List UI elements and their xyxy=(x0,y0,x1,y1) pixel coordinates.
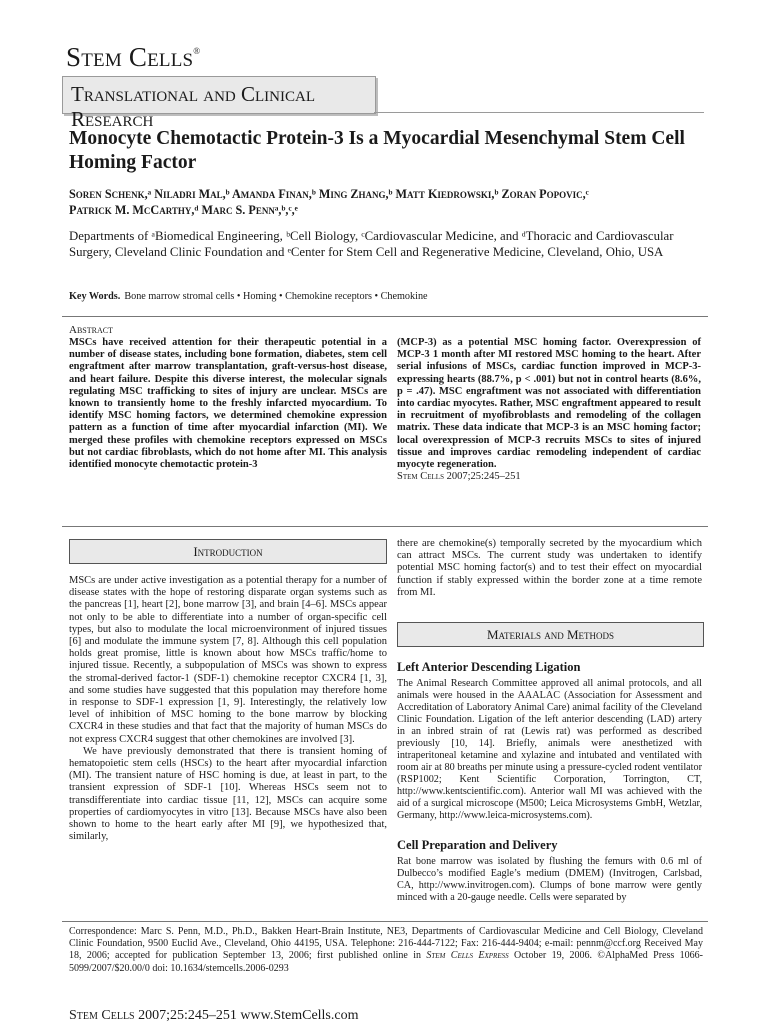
authors-line-2: Patrick M. McCarthy,ᵈ Marc S. Pennᵃ,ᵇ,ᶜ,ᵉ xyxy=(69,203,298,217)
methods-heading: Materials and Methods xyxy=(397,622,704,647)
lad-body: The Animal Research Committee approved all animal protocols, and all animals were housed in the AAALAC (Association for Assessment and Accreditation of Laboratory Animal Care) animal facility of the Cleveland Clinic Foundation. Ligation of the left anterior descending (LAD) artery in an inbred strain of rat (Lewis rat) was performed as described previously [10, 14]. Briefly, animals were anesthetized with intraperitoneal ketamine and xylazine and intubated and ventilated with room air at 80 breaths per minute using a pressure-cycled rodent ventilator (RSP1002; Kent Scientific Corporation, Torrington, CT, http://www.kentscientific.com). Anterior wall MI was achieved with the aid of a surgical microscope (M500; Leica Microsystems GmbH, Wetzlar, Germany, http://www.leica-microsystems.com). xyxy=(397,678,702,821)
journal-name: Stem Cells® xyxy=(66,42,201,72)
correspondence-footnote: Correspondence: Marc S. Penn, M.D., Ph.D., Bakken Heart-Brain Institute, NE3, Departments of Cardiovascular Medicine and Cell Biology, Cleveland Clinic Foundation, 9500 Euclid Ave., Cleveland, Ohio 44195, USA. Telephone: 216-444-7122; Fax: 216-444-9404; e-mail: pennm@ccf.org Received May 18, 2006; accepted for publication September 13, 2006; first published online in Stem Cells Express October 19, 2006. ©AlphaMed Press 1066-5099/2007/$20.00/0 doi: 10.1634/stemcells.2006-0293 xyxy=(69,926,703,974)
introduction-body xyxy=(69,575,387,843)
stem-cells-express: Stem Cells Express xyxy=(426,950,509,962)
keywords-list: Bone marrow stromal cells • Homing • Chemokine receptors • Chemokine xyxy=(124,291,428,302)
abstract-rule-bottom xyxy=(62,526,708,527)
footnote-rule xyxy=(62,921,708,922)
keywords-label: Key Words. xyxy=(69,291,121,302)
affiliations: Departments of ᵃBiomedical Engineering, ᵇCell Biology, ᶜCardiovascular Medicine, and ᵈThoracic and Cardiovascular Surgery, Cleveland Clinic Foundation and ᵉCenter for Stem Cell and Regenerative Medicine, Cleveland, Ohio, USA xyxy=(69,229,674,259)
intro-paragraph-1: MSCs are under active investigation as a potential therapy for a number of disease states with the hope of restoring disparate organ systems such as the pancreas [1], heart [2], bone marrow [3], and brain [4–6]. MSCs appear not only to be able to differentiate into a number of organ-specific cell types, but also to modulate the local microenvironment of injured tissues [6] and modulate the immune system [7, 8]. Although this cell population holds great promise, little is known about how MSCs traffic/home to injured tissue. Recently, a subpopulation of MSCs was shown to express the stromal-derived factor-1 (SDF-1) chemokine receptor CXCR4 [1, 3], and some studies have suggested that this population may therefore home in response to SDF-1 expression [1, 9]. Interestingly, the relatively low level of inhibition of MSC homing to the bone marrow by blocking CXCR4 in these studies and that fact that the majority of human MSCs do not express CXCR4 suggest that other chemokines are involved [3]. xyxy=(69,575,387,745)
section-rule xyxy=(374,112,704,113)
keywords xyxy=(69,290,709,303)
section-band xyxy=(62,76,376,131)
footer-citation: 2007;25:245–251 www.StemCells.com xyxy=(134,1008,359,1023)
abstract-right-text: (MCP-3) as a potential MSC homing factor. Overexpression of MCP-3 1 month after MI restored MSC homing to the heart. After serial infusions of MSCs, cardiac function improved in MCP-3-expressing hearts (88.7%, p < .001) but not in control hearts (8.6%, p = .47). MSC engraftment was not associated with differentiation into cardiac myocytes. Rather, MSC engraftment appeared to result in recruitment of myofibroblasts and remodeling of the collagen matrix. These data indicate that MCP-3 is an MSC homing factor; local overexpression of MCP-3 recruits MSCs to sites of injured tissue and improves cardiac remodeling independent of cardiac myocyte regeneration. xyxy=(397,337,701,471)
intro-continued: there are chemokine(s) temporally secreted by the myocardium which can attract MSCs. The current study was undertaken to identify potential MSC homing factor(s) and to test their effect on myocardial function if stably expressed within the border zone at a time remote from MI. xyxy=(397,538,702,598)
introduction-heading: Introduction xyxy=(69,539,387,564)
page-footer xyxy=(69,1008,359,1024)
lad-subheading: Left Anterior Descending Ligation xyxy=(397,660,581,674)
footer-journal: Stem Cells xyxy=(69,1008,135,1023)
cell-prep-subheading: Cell Preparation and Delivery xyxy=(397,838,558,852)
article-title: Monocyte Chemotactic Protein-3 Is a Myocardial Mesenchymal Stem Cell Homing Factor xyxy=(69,128,685,173)
intro-paragraph-2: We have previously demonstrated that there is transient homing of hematopoietic stem cells (HSCs) to the heart after myocardial infarction (MI). The transient nature of HSC homing is due, at least in part, to the transient expression of SDF-1 [10]. Whereas HSCs seem not to transdifferentiate into cardiac tissue [11, 12], MSCs can acquire some properties of cardiomyocytes in vitro [13]. Because MSCs have also been shown to home to the heart early after MI [9], we hypothesized that, similarly, xyxy=(69,745,387,843)
section-label: Translational and Clinical Research xyxy=(71,82,315,131)
abstract-citation: Stem Cells 2007;25:245–251 xyxy=(397,471,521,483)
abstract-rule-top xyxy=(62,316,708,317)
authors-line-1: Soren Schenk,ᵃ Niladri Mal,ᵇ Amanda Finan,ᵇ Ming Zhang,ᵇ Matt Kiedrowski,ᵇ Zoran Popovic,ᶜ xyxy=(69,187,589,201)
abstract-heading: Abstract xyxy=(69,324,113,336)
abstract-left-column: MSCs have received attention for their therapeutic potential in a number of disease states, including bone formation, diabetes, stem cell engraftment after marrow transplantation, graft-versus-host disease, and heart failure. Despite this diverse interest, the molecular signals regulating MSC trafficking to sites of injury are unclear. MSCs are known to transiently home to the freshly infarcted myocardium. To identify MSC homing factors, we determined chemokine expression pattern as a function of time after myocardial infarction (MI). We merged these profiles with chemokine receptors expressed on MSCs but not cardiac fibroblasts, which do not home after MI. This analysis identified monocyte chemotactic protein-3 xyxy=(69,337,387,471)
trademark-symbol: ® xyxy=(193,46,201,56)
abstract-right-column xyxy=(397,337,701,483)
cell-prep-body: Rat bone marrow was isolated by flushing the femurs with 0.6 ml of Dulbecco’s modified Eagle’s medium (DMEM) (Invitrogen, Carlsbad, CA, http://www.invitrogen.com). Clumps of bone marrow were gently minced with a 20-gauge needle. Cells were separated by xyxy=(397,856,702,903)
author-list xyxy=(69,186,709,218)
